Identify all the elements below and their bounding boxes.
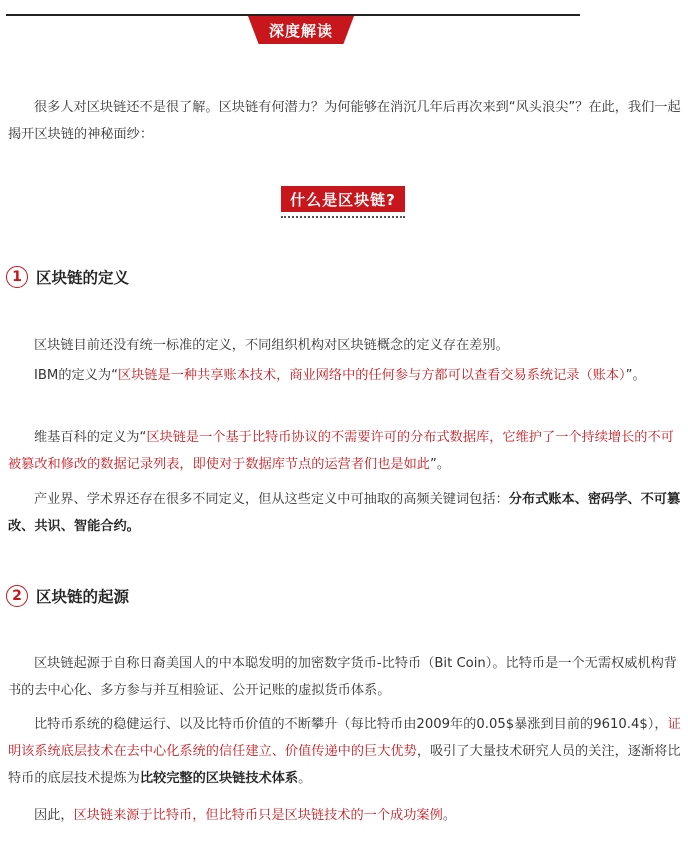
ibm-suffix: ”。	[625, 368, 646, 383]
origin-3-suffix: 。	[442, 808, 456, 823]
keywords-list: 分布式账本、密码学、不可篡改、共识、智能合约。	[8, 492, 681, 534]
ibm-definition: 区块链是一种共享账本技术，商业网络中的任何参与方都可以查看交易系统记录（账本）	[117, 368, 626, 383]
header-badge	[248, 16, 354, 44]
origin-3-highlight: 区块链来源于比特币，但比特币只是区块链技术的一个成功案例	[73, 808, 443, 823]
definition-paragraph-wiki	[8, 424, 682, 478]
section-2-heading	[6, 583, 129, 609]
origin-2-suffix: 。	[298, 771, 312, 786]
section-2-title: 区块链的起源	[36, 588, 130, 606]
origin-3-prefix: 因此，	[34, 808, 74, 823]
definition-paragraph-keywords	[8, 486, 682, 540]
origin-2-highlight: 证明该系统底层技术在去中心化系统的信任建立、价值传递中的巨大优势	[8, 717, 681, 759]
origin-paragraph-1: 区块链起源于自称日裔美国人的中本聪发明的加密数字货币-比特币（Bit Coin）。比特币是一个无需权威机构背书的去中心化、多方参与并互相验证、公开记账的虚拟货币体系。	[8, 656, 677, 698]
section-1-title: 区块链的定义	[36, 269, 130, 287]
section-1-number-icon: 1	[6, 266, 28, 288]
origin-paragraph-2	[8, 711, 682, 792]
ibm-prefix: IBM的定义为“	[34, 368, 118, 383]
origin-2-bold: 比较完整的区块链技术体系	[139, 771, 299, 786]
section-title-underline	[281, 216, 405, 218]
section-title: 什么是区块链?	[281, 186, 405, 212]
header-badge-label: 深度解读	[268, 21, 333, 40]
section-title-block	[281, 186, 405, 218]
origin-2-prefix: 比特币系统的稳健运行、以及比特币价值的不断攀升（每比特币由2009年的0.05$暴涨到目前的9610.4$），	[34, 717, 668, 732]
wiki-definition: 区块链是一个基于比特币协议的不需要许可的分布式数据库，它维护了一个持续增长的不可被篡改和修改的数据记录列表，即使对于数据库节点的运营者们也是如此	[8, 430, 674, 472]
keywords-prefix: 产业界、学术界还存在很多不同定义，但从这些定义中可抽取的高频关键词包括：	[34, 492, 509, 507]
wiki-prefix: 维基百科的定义为“	[34, 430, 147, 445]
origin-paragraph-3	[8, 802, 682, 829]
definition-paragraph-ibm	[8, 362, 682, 389]
origin-2-middle: ，吸引了大量技术研究人员的关注，逐渐将比特币的底层技术提炼为	[8, 744, 681, 786]
section-2-number-icon: 2	[6, 585, 28, 607]
section-1-heading	[6, 264, 129, 290]
intro-paragraph: 很多人对区块链还不是很了解。区块链有何潜力？为何能够在消沉几年后再次来到“风头浪尖”？在此，我们一起揭开区块链的神秘面纱：	[8, 100, 681, 142]
wiki-suffix: ”。	[430, 457, 451, 472]
definition-paragraph-1: 区块链目前还没有统一标准的定义，不同组织机构对区块链概念的定义存在差别。	[34, 338, 509, 353]
